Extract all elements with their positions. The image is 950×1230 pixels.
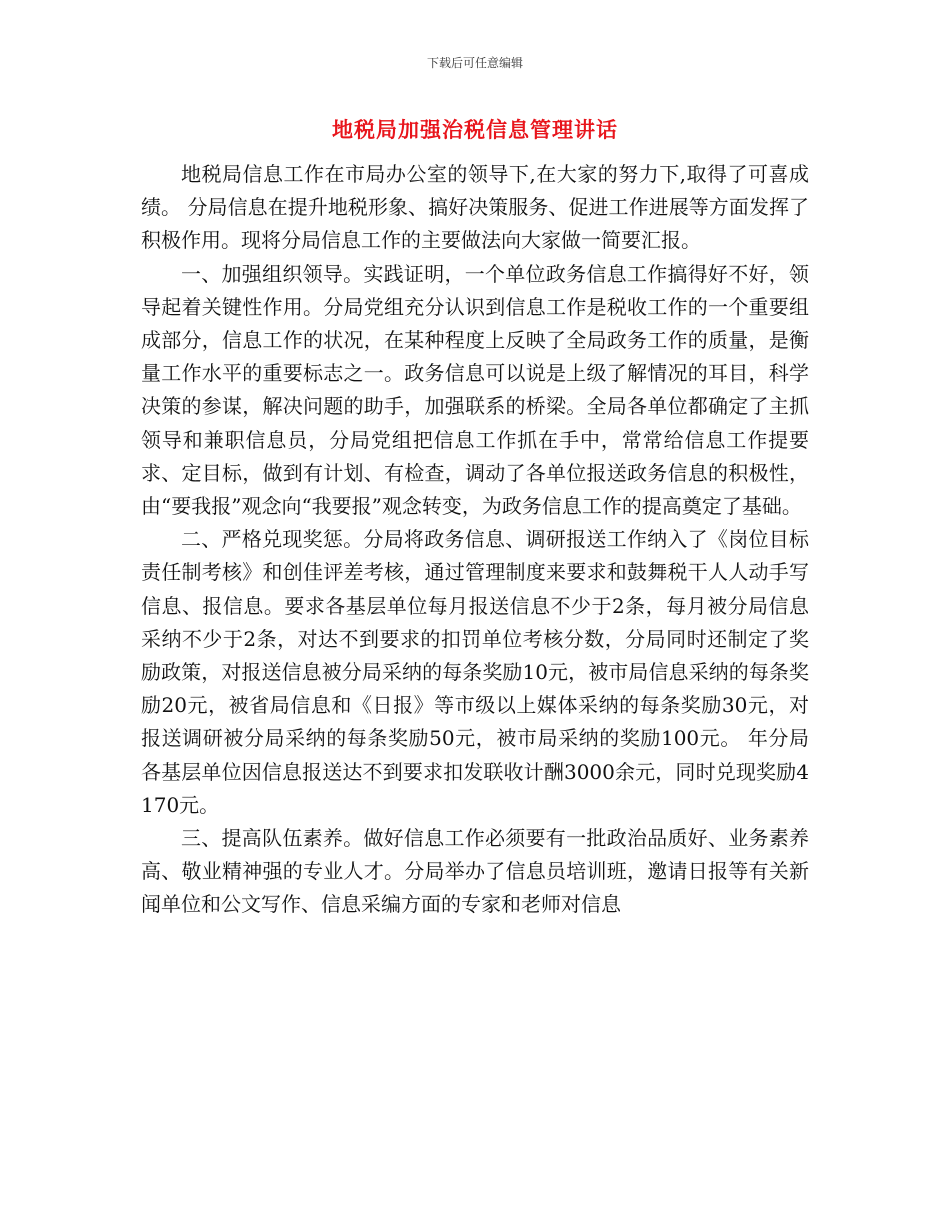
paragraph-rewards: 二、严格兑现奖惩。分局将政务信息、调研报送工作纳入了《岗位目标责任制考核》和创佳评差考核，通过管理制度来要求和鼓舞税干人人动手写信息、报信息。要求各基层单位每月报送信息不少于2条，每月被分局信息采纳不少于2条，对达不到要求的扣罚单位考核分数，分局同时还制定了奖励政策，对报送信息被分局采纳的每条奖励10元，被市局信息采纳的每条奖励20元，被省局信息和《日报》等市级以上媒体采纳的每条奖励30元，对报送调研被分局采纳的每条奖励50元，被市局采纳的奖励100元。 年分局各基层单位因信息报送达不到要求扣发联收计酬3000余元，同时兑现奖励4170元。 <box>141 527 809 817</box>
paragraph-intro: 地税局信息工作在市局办公室的领导下,在大家的努力下,取得了可喜成绩。 分局信息在提升地税形象、搞好决策服务、促进工作进展等方面发挥了积极作用。现将分局信息工作的主要做法向大家做一简要汇报。 <box>141 162 809 253</box>
document-body <box>141 158 809 922</box>
document-title: 地税局加强治税信息管理讲话 <box>332 117 618 142</box>
paragraph-training: 三、提高队伍素养。做好信息工作必须要有一批政治品质好、业务素养高、敬业精神强的专业人才。分局举办了信息员培训班，邀请日报等有关新闻单位和公文写作、信息采编方面的专家和老师对信息 <box>141 826 809 917</box>
paragraph-organization: 一、加强组织领导。实践证明，一个单位政务信息工作搞得好不好，领导起着关键性作用。分局党组充分认识到信息工作是税收工作的一个重要组成部分，信息工作的状况，在某种程度上反映了全局政务工作的质量，是衡量工作水平的重要标志之一。政务信息可以说是上级了解情况的耳目，科学决策的参谋，解决问题的助手，加强联系的桥梁。全局各单位都确定了主抓领导和兼职信息员，分局党组把信息工作抓在手中，常常给信息工作提要求、定目标，做到有计划、有检查，调动了各单位报送政务信息的积极性，由“要我报”观念向“我要报”观念转变，为政务信息工作的提高奠定了基础。 <box>141 261 809 519</box>
header-note: 下载后可任意编辑 <box>426 56 523 70</box>
